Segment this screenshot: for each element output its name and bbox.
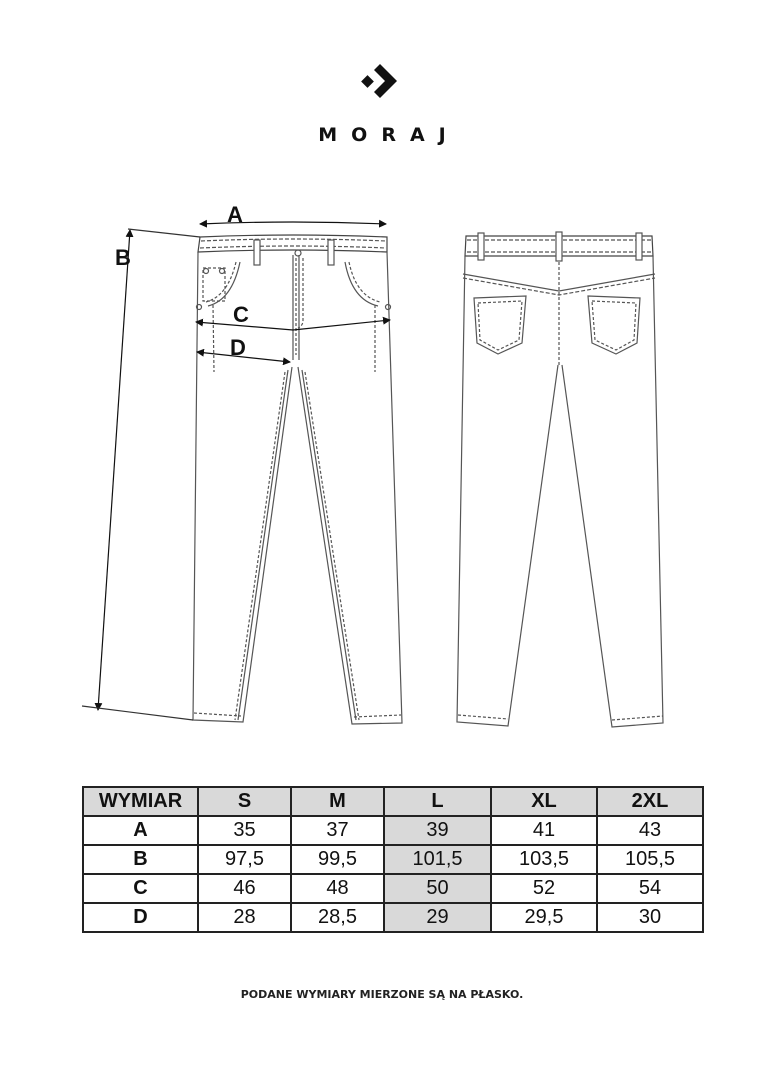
cell-value: 43	[597, 816, 703, 845]
cell-value: 103,5	[491, 845, 597, 874]
front-view	[193, 235, 402, 724]
row-label: D	[83, 903, 198, 932]
size-table	[82, 786, 704, 933]
table-row	[83, 816, 703, 845]
brand-name: MORAJ	[318, 124, 460, 146]
cell-value: 48	[291, 874, 384, 903]
cell-value: 105,5	[597, 845, 703, 874]
row-label: C	[83, 874, 198, 903]
size-table-header	[83, 787, 703, 816]
cell-value: 28	[198, 903, 291, 932]
cell-value: 28,5	[291, 903, 384, 932]
cell-value: 29,5	[491, 903, 597, 932]
cell-value: 37	[291, 816, 384, 845]
cell-value: 97,5	[198, 845, 291, 874]
cell-value: 52	[491, 874, 597, 903]
cell-value: 46	[198, 874, 291, 903]
measurement-note: PODANE WYMIARY MIERZONE SĄ NA PŁASKO.	[240, 988, 524, 1001]
header-size-2xl: 2XL	[597, 787, 703, 816]
table-row	[83, 845, 703, 874]
cell-value: 54	[597, 874, 703, 903]
header-size-s: S	[198, 787, 291, 816]
header-dimension: WYMIAR	[83, 787, 198, 816]
cell-value: 41	[491, 816, 597, 845]
dimension-label-d: D	[230, 335, 246, 360]
header-size-m: M	[291, 787, 384, 816]
header-size-l: L	[384, 787, 491, 816]
header-size-xl: XL	[491, 787, 597, 816]
cell-value: 30	[597, 903, 703, 932]
dimension-lines	[82, 222, 390, 720]
cell-value: 29	[384, 903, 491, 932]
cell-value: 101,5	[384, 845, 491, 874]
table-row	[83, 874, 703, 903]
row-label: A	[83, 816, 198, 845]
row-label: B	[83, 845, 198, 874]
dimension-label-a: A	[227, 202, 243, 227]
cell-value: 99,5	[291, 845, 384, 874]
cell-value: 50	[384, 874, 491, 903]
dimension-label-b: B	[115, 245, 131, 270]
table-row	[83, 903, 703, 932]
cell-value: 39	[384, 816, 491, 845]
dimension-label-c: C	[233, 302, 249, 327]
cell-value: 35	[198, 816, 291, 845]
back-view	[457, 232, 663, 727]
